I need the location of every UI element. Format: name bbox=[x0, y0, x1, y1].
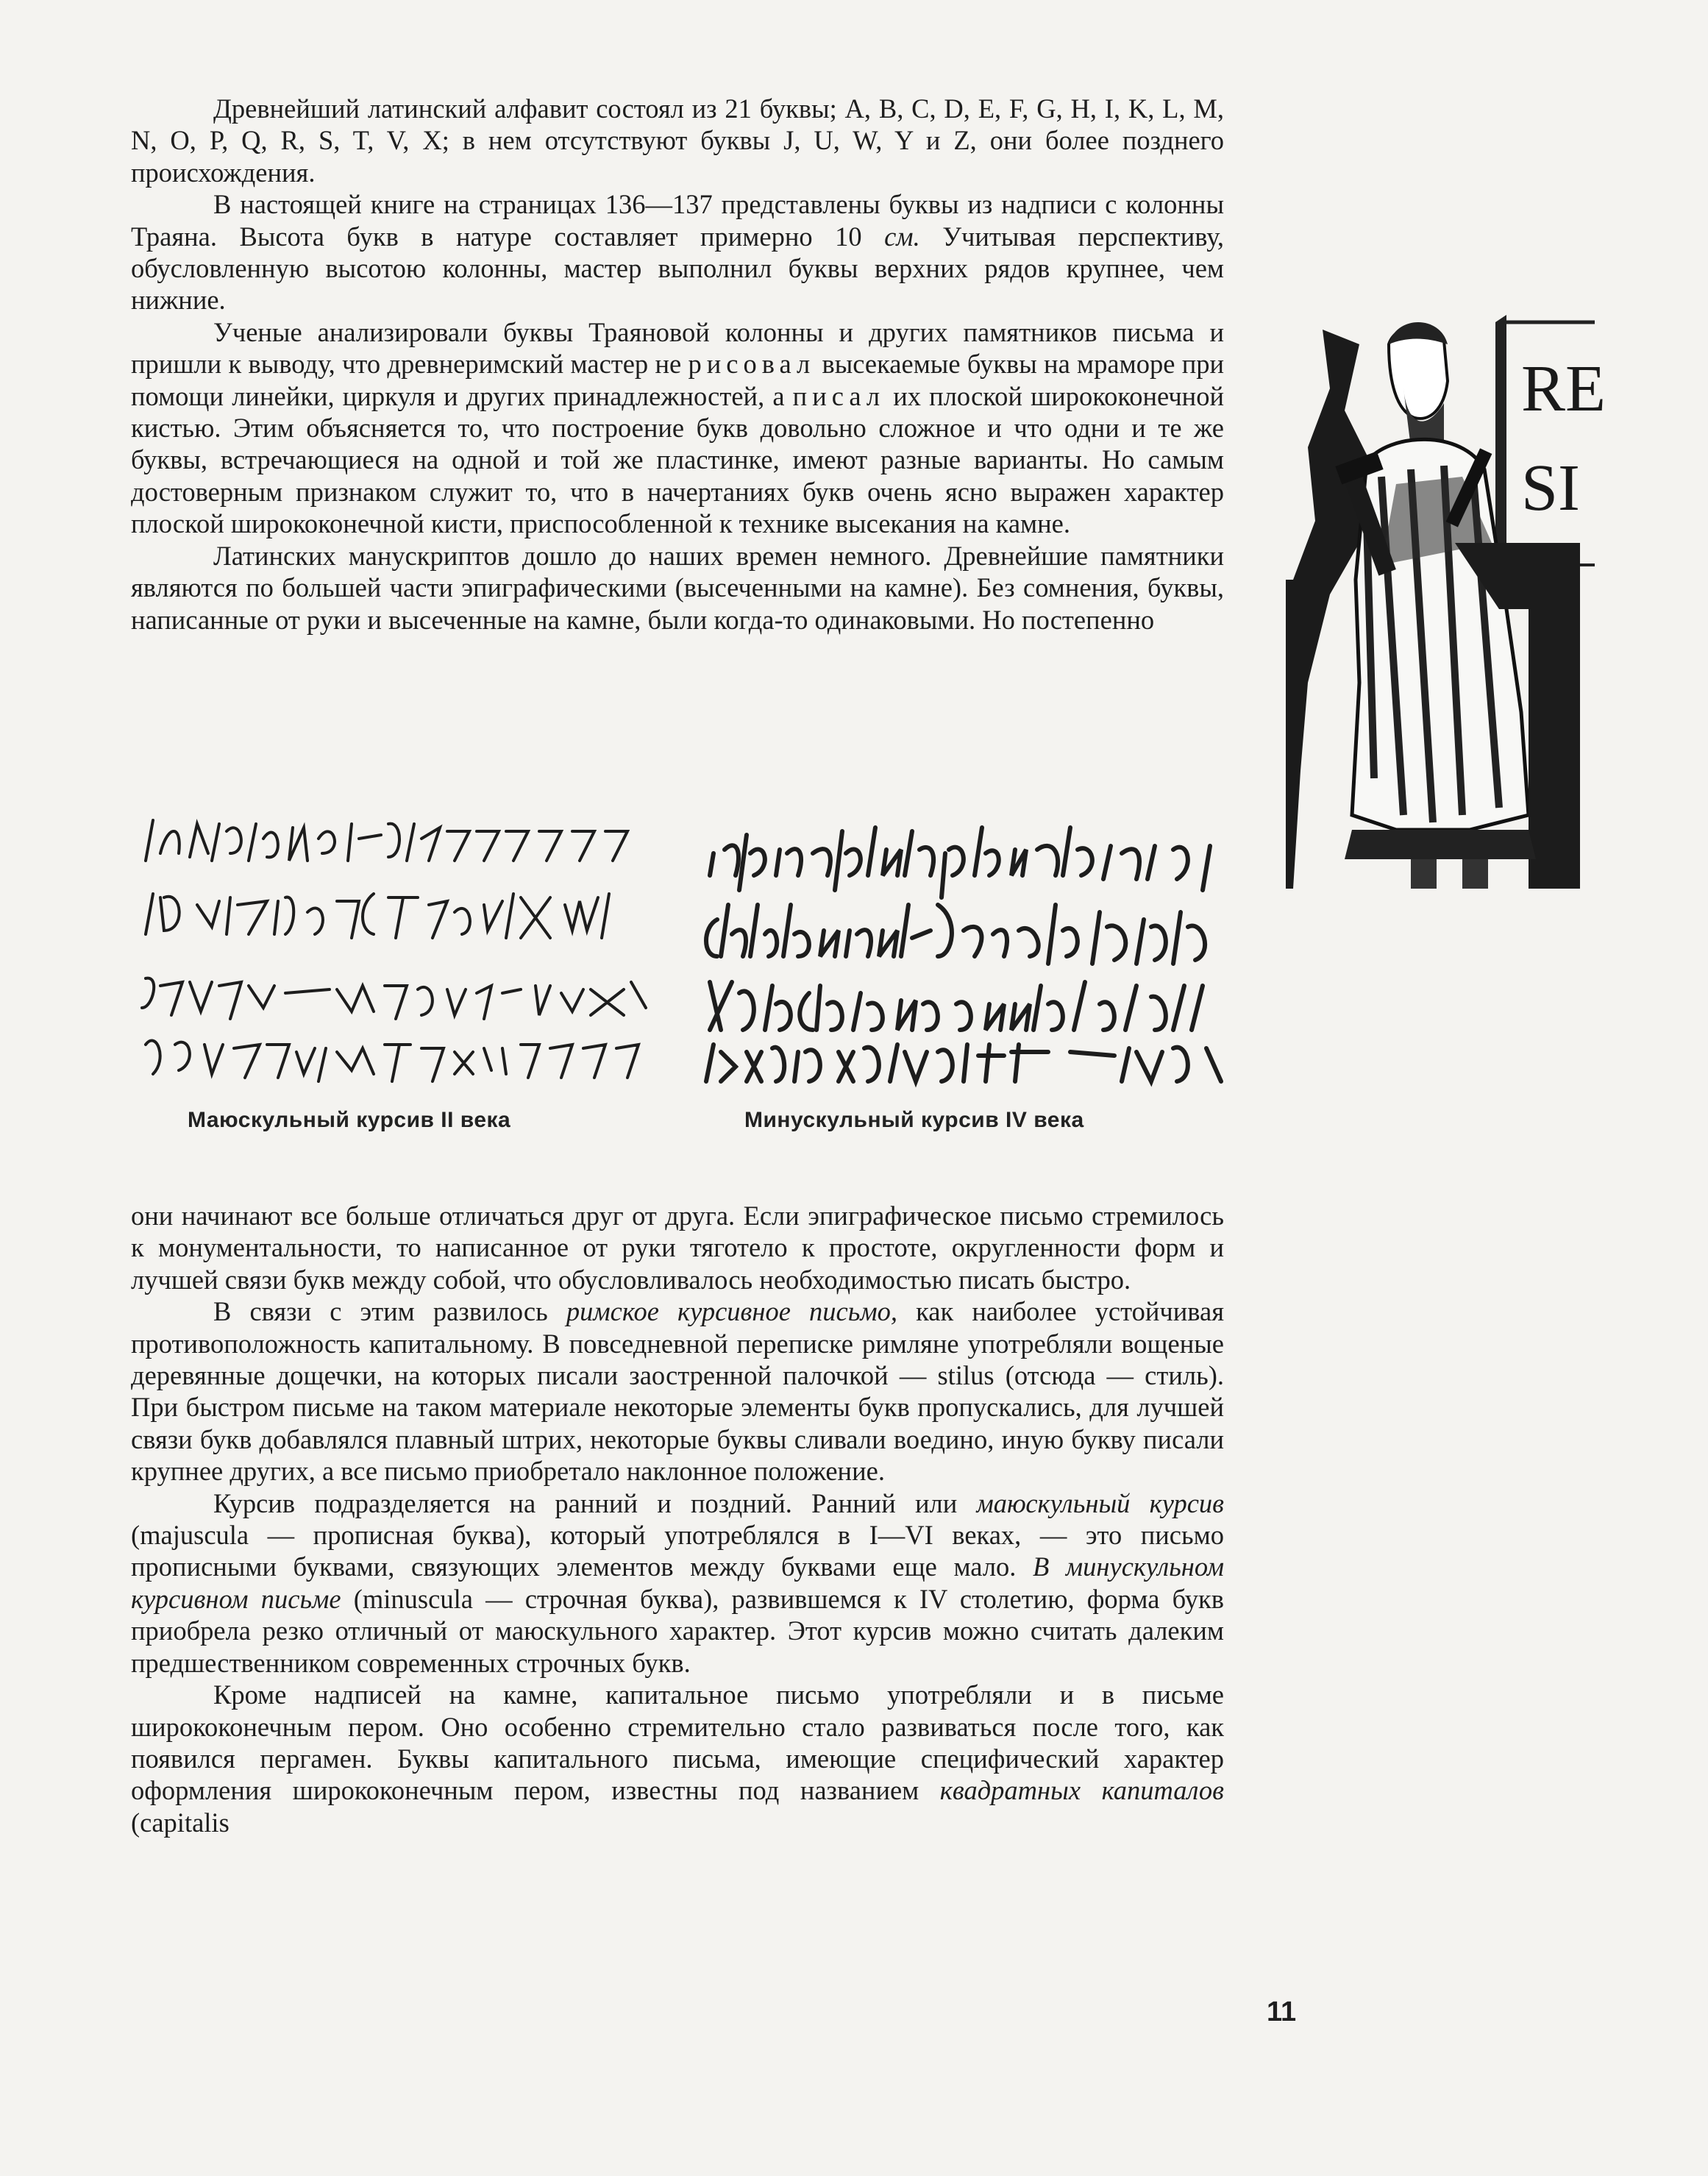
paragraph-trajan-letters: В настоящей книге на страницах 136—137 представлены буквы из надписи с колонны Траяна. Высота букв в натуре составляет примерно 10 см. Учитывая перспективу, обусловленную высотою колонны, мастер выполнил буквы верхних рядов крупнее, чем нижние. bbox=[131, 189, 1224, 316]
page-number: 11 bbox=[1267, 1997, 1297, 2027]
text-block-top bbox=[131, 93, 1224, 636]
stone-carver-illustration bbox=[1286, 300, 1609, 889]
paragraph-analysis: Ученые анализировали буквы Траяновой колонны и других памятников письма и пришли к выводу, что древнеримский мастер не рисовал высекаемые буквы на мраморе при помощи линейки, циркуля и других принадлежностей, а писал их плоской ширококонечной кистью. Этим объясняется то, что построение букв довольно сложное и что одни и те же буквы, встречающиеся на одной и той же пластинке, имеют разные варианты. Но самым достоверным признаком служит то, что в начертаниях букв очень ясно выражен характер плоской ширококонечной кисти, приспособленной к технике высекания на камне. bbox=[131, 316, 1225, 539]
text-block-bottom bbox=[131, 1200, 1224, 1838]
paragraph-manuscripts: Латинских манускриптов дошло до наших времен немного. Древнейшие памятники являются по большей части эпиграфическими (высеченными на камне). Без сомнения, буквы, написанные от руки и высеченные на камне, были когда-то одинаковыми. Но постепенно bbox=[131, 540, 1224, 635]
inscription-line-1: RE bbox=[1521, 352, 1606, 425]
paragraph-cursive-types: Курсив подразделяется на ранний и поздний. Ранний или маюскульный курсив (majuscula — прописная буква), который употреблялся в I—VI веках, — это письмо прописными буквами, связующих элементов между буквами еще мало. В минускульном курсивном письме (minuscula — строчная буква), развившемся к IV столетию, форма букв приобрела резко отличный от маюскульного характер. Этот курсив можно считать далеким предшественником современных строчных букв. bbox=[131, 1487, 1224, 1678]
majuscule-cursive-specimen bbox=[138, 809, 653, 1089]
caption-majuscule-cursive: Маюскульный курсив II века bbox=[188, 1108, 511, 1132]
caption-minuscule-cursive: Минускульный курсив IV века bbox=[744, 1108, 1084, 1132]
minuscule-cursive-specimen bbox=[702, 809, 1232, 1089]
paragraph-alphabet: Древнейший латинский алфавит состоял из 21 буквы; A, B, C, D, E, F, G, H, I, K, L, M, N, O, P, Q, R, S, T, V, X; в нем отсутствуют буквы J, U, W, Y и Z, они более позднего происхождения. bbox=[131, 93, 1224, 188]
paragraph-roman-cursive: В связи с этим развилось римское курсивное письмо, как наиболее устойчивая противоположность капитальному. В повседневной переписке римляне употребляли вощеные деревянные дощечки, на которых писали заостренной палочкой — stilus (отсюда — стиль). При быстром письме на таком материале некоторые элементы букв пропускались, для лучшей связи букв добавлялся плавный штрих, некоторые буквы сливали воедино, иную букву писали крупнее других, а все письмо приобретало наклонное положение. bbox=[131, 1296, 1224, 1487]
inscription-line-2: SI bbox=[1521, 452, 1581, 525]
paragraph-square-capitals: Кроме надписей на камне, капитальное письмо употребляли и в письме ширококонечным пером. Оно особенно стремительно стало развиваться после того, как появился пергамен. Буквы капитального письма, имеющие специфический характер оформления ширококонечным пером, известны под названием квадратных капиталов (capitalis bbox=[131, 1679, 1224, 1838]
paragraph-continuation: они начинают все больше отличаться друг от друга. Если эпиграфическое письмо стремилось к монументальности, то написанное от руки тяготело к простоте, округленности форм и лучшей связи букв между собой, что обусловливалось необходимостью писать быстро. bbox=[131, 1201, 1224, 1295]
